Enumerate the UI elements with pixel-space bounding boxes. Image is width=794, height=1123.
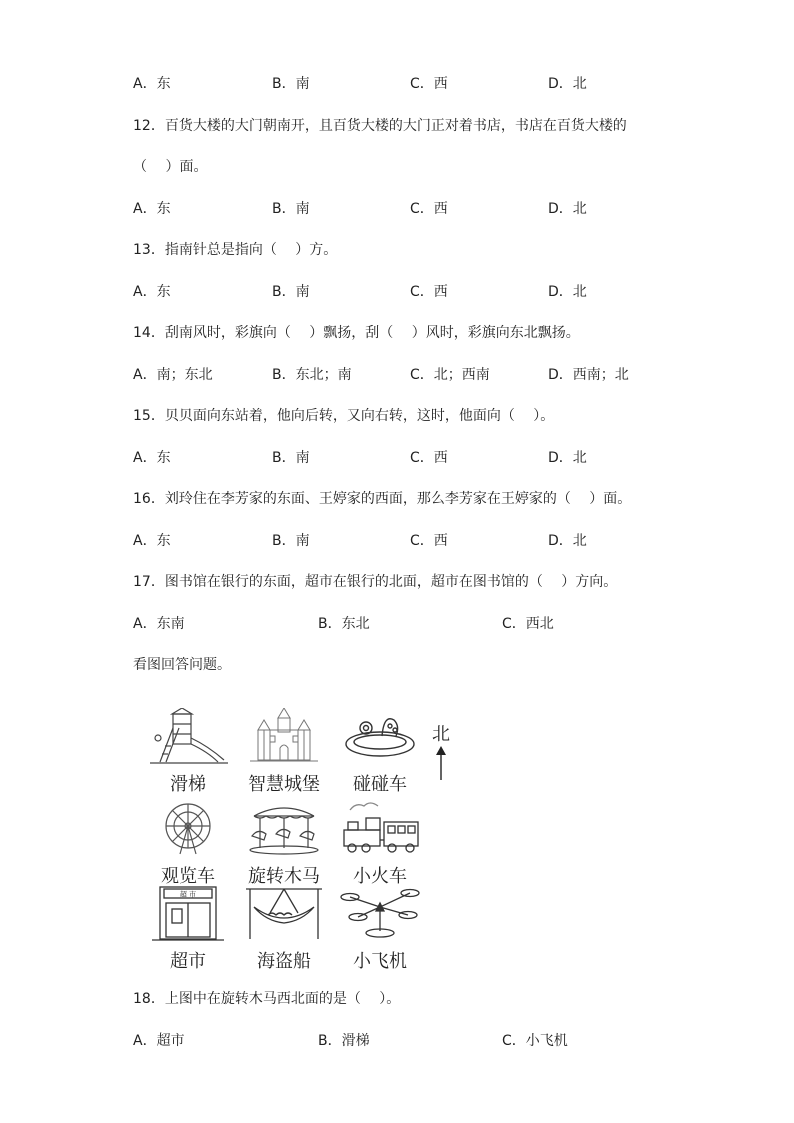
north-label: 北: [432, 724, 450, 745]
figure-cell-train: [332, 800, 428, 888]
figure-cell-ferris-wheel: [140, 800, 236, 888]
q14-option-c[interactable]: C．北；西南: [410, 367, 490, 383]
q12-option-b[interactable]: B．南: [272, 201, 310, 217]
q13-option-d[interactable]: D．北: [548, 284, 587, 300]
train-label: 小火车: [353, 866, 407, 887]
castle-label: 智慧城堡: [248, 774, 320, 795]
slide-icon: [146, 708, 230, 764]
q16-option-b[interactable]: B．南: [272, 533, 310, 549]
pirate-ship-icon: [242, 885, 326, 941]
q17-question: 17．图书馆在银行的东面，超市在银行的北面，超市在图书馆的（ ）方向。: [133, 574, 618, 590]
q11-option-d[interactable]: D．北: [548, 76, 587, 92]
pirate-ship-label: 海盗船: [257, 951, 311, 972]
bumper-car-label: 碰碰车: [353, 774, 407, 795]
q15-option-a[interactable]: A．东: [133, 450, 171, 466]
ferris-wheel-label: 观览车: [161, 866, 215, 887]
q14-option-a[interactable]: A．南；东北: [133, 367, 213, 383]
q16-option-a[interactable]: A．东: [133, 533, 171, 549]
carousel-label: 旋转木马: [248, 866, 320, 887]
q11-option-c[interactable]: C．西: [410, 76, 448, 92]
shop-sign-text: 超 市: [179, 890, 197, 899]
amusement-park-figure: [140, 700, 460, 975]
carousel-icon: [242, 800, 326, 856]
q18-option-b[interactable]: B．滑梯: [318, 1033, 370, 1049]
supermarket-label: 超市: [170, 951, 206, 972]
figure-cell-pirate-ship: [236, 885, 332, 973]
q13-option-b[interactable]: B．南: [272, 284, 310, 300]
q15-option-c[interactable]: C．西: [410, 450, 448, 466]
q15-question: 15．贝贝面向东站着，他向后转，又向右转，这时，他面向（ ）。: [133, 408, 555, 424]
q16-option-c[interactable]: C．西: [410, 533, 448, 549]
q16-option-d[interactable]: D．北: [548, 533, 587, 549]
q18-option-c[interactable]: C．小飞机: [502, 1033, 568, 1049]
ferris-wheel-icon: [146, 800, 230, 856]
q14-option-d[interactable]: D．西南；北: [548, 367, 629, 383]
q13-option-c[interactable]: C．西: [410, 284, 448, 300]
small-plane-icon: [338, 885, 422, 941]
q15-option-b[interactable]: B．南: [272, 450, 310, 466]
figure-cell-small-plane: [332, 885, 428, 973]
q18-option-a[interactable]: A．超市: [133, 1033, 185, 1049]
q11-option-b[interactable]: B．南: [272, 76, 310, 92]
q13-question: 13．指南针总是指向（ ）方。: [133, 242, 338, 258]
q12-option-d[interactable]: D．北: [548, 201, 587, 217]
slide-label: 滑梯: [170, 774, 206, 795]
q14-question: 14．刮南风时，彩旗向（ ）飘扬，刮（ ）风时，彩旗向东北飘扬。: [133, 325, 580, 341]
q17-option-a[interactable]: A．东南: [133, 616, 185, 632]
q18-question: 18．上图中在旋转木马西北面的是（ ）。: [133, 991, 401, 1007]
q16-question: 16．刘玲住在李芳家的东面、王婷家的西面，那么李芳家在王婷家的（ ）面。: [133, 491, 632, 507]
castle-icon: [242, 708, 326, 764]
figure-cell-bumper-car: [332, 708, 428, 796]
figure-cell-supermarket: [140, 885, 236, 973]
figure-cell-slide: [140, 708, 236, 796]
section-heading: 看图回答问题。: [133, 657, 231, 673]
q17-option-b[interactable]: B．东北: [318, 616, 370, 632]
q17-option-c[interactable]: C．西北: [502, 616, 554, 632]
q14-option-b[interactable]: B．东北；南: [272, 367, 352, 383]
bumper-car-icon: [338, 708, 422, 764]
north-arrow-icon: [430, 746, 452, 782]
figure-cell-castle: [236, 708, 332, 796]
q12-option-c[interactable]: C．西: [410, 201, 448, 217]
q12-question-line1: 12．百货大楼的大门朝南开，且百货大楼的大门正对着书店，书店在百货大楼的: [133, 118, 627, 134]
q13-option-a[interactable]: A．东: [133, 284, 171, 300]
north-indicator: [430, 720, 452, 786]
train-icon: [338, 800, 422, 856]
q15-option-d[interactable]: D．北: [548, 450, 587, 466]
small-plane-label: 小飞机: [353, 951, 407, 972]
q11-option-a[interactable]: A．东: [133, 76, 171, 92]
q12-question-line2: （ ）面。: [133, 159, 208, 175]
figure-cell-carousel: [236, 800, 332, 888]
q12-option-a[interactable]: A．东: [133, 201, 171, 217]
supermarket-icon: [146, 885, 230, 941]
